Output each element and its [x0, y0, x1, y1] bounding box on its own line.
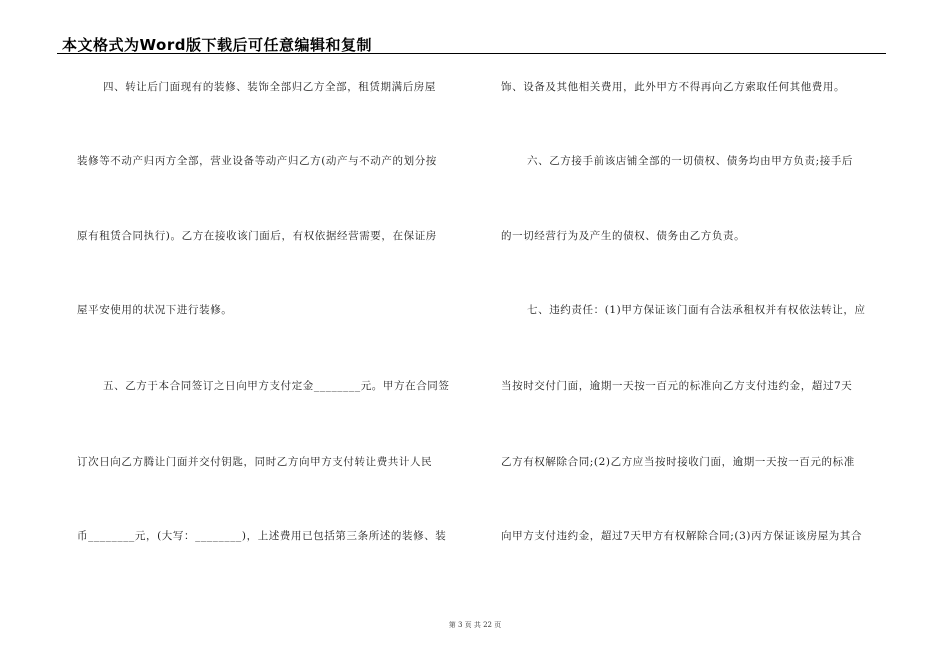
paragraph-line: 向甲方支付违约金，超过7天甲方有权解除合同;(3)丙方保证该房屋为其合: [501, 530, 863, 542]
paragraph-line: 的一切经营行为及产生的债权、债务由乙方负责。: [501, 230, 746, 242]
paragraph-line: 当按时交付门面，逾期一天按一百元的标准向乙方支付违约金，超过7天: [501, 380, 853, 392]
paragraph-line: 六、乙方接手前该店铺全部的一切债权、债务均由甲方负责;接手后: [527, 155, 854, 167]
paragraph-line: 七、违约责任：(1)甲方保证该门面有合法承租权并有权依法转让，应: [527, 304, 866, 316]
paragraph-line: 乙方有权解除合同;(2)乙方应当按时接收门面，逾期一天按一百元的标准: [501, 456, 855, 468]
paragraph-line: 装修等不动产归丙方全部，营业设备等动产归乙方(动产与不动产的划分按: [77, 155, 437, 167]
paragraph-line: 屋平安使用的状况下进行装修。: [77, 304, 233, 316]
paragraph-line: 五、乙方于本合同签订之日向甲方支付定金________元。甲方在合同签: [103, 380, 450, 392]
paragraph-line: 四、转让后门面现有的装修、装饰全部归乙方全部，租赁期满后房屋: [103, 81, 436, 93]
page-number: 第 3 页 共 22 页: [448, 621, 502, 629]
header-divider: [57, 53, 886, 54]
paragraph-line: 订次日向乙方腾让门面并交付钥匙，同时乙方向甲方支付转让费共计人民: [77, 456, 433, 468]
paragraph-line: 币________元，(大写：________)，上述费用已包括第三条所述的装修、装: [77, 530, 447, 542]
paragraph-line: 原有租赁合同执行)。乙方在接收该门面后，有权依据经营需要，在保证房: [77, 230, 437, 242]
page-header-title: 本文格式为Word版下载后可任意编辑和复制: [62, 36, 372, 54]
paragraph-line: 饰、设备及其他相关费用，此外甲方不得再向乙方索取任何其他费用。: [501, 81, 846, 93]
